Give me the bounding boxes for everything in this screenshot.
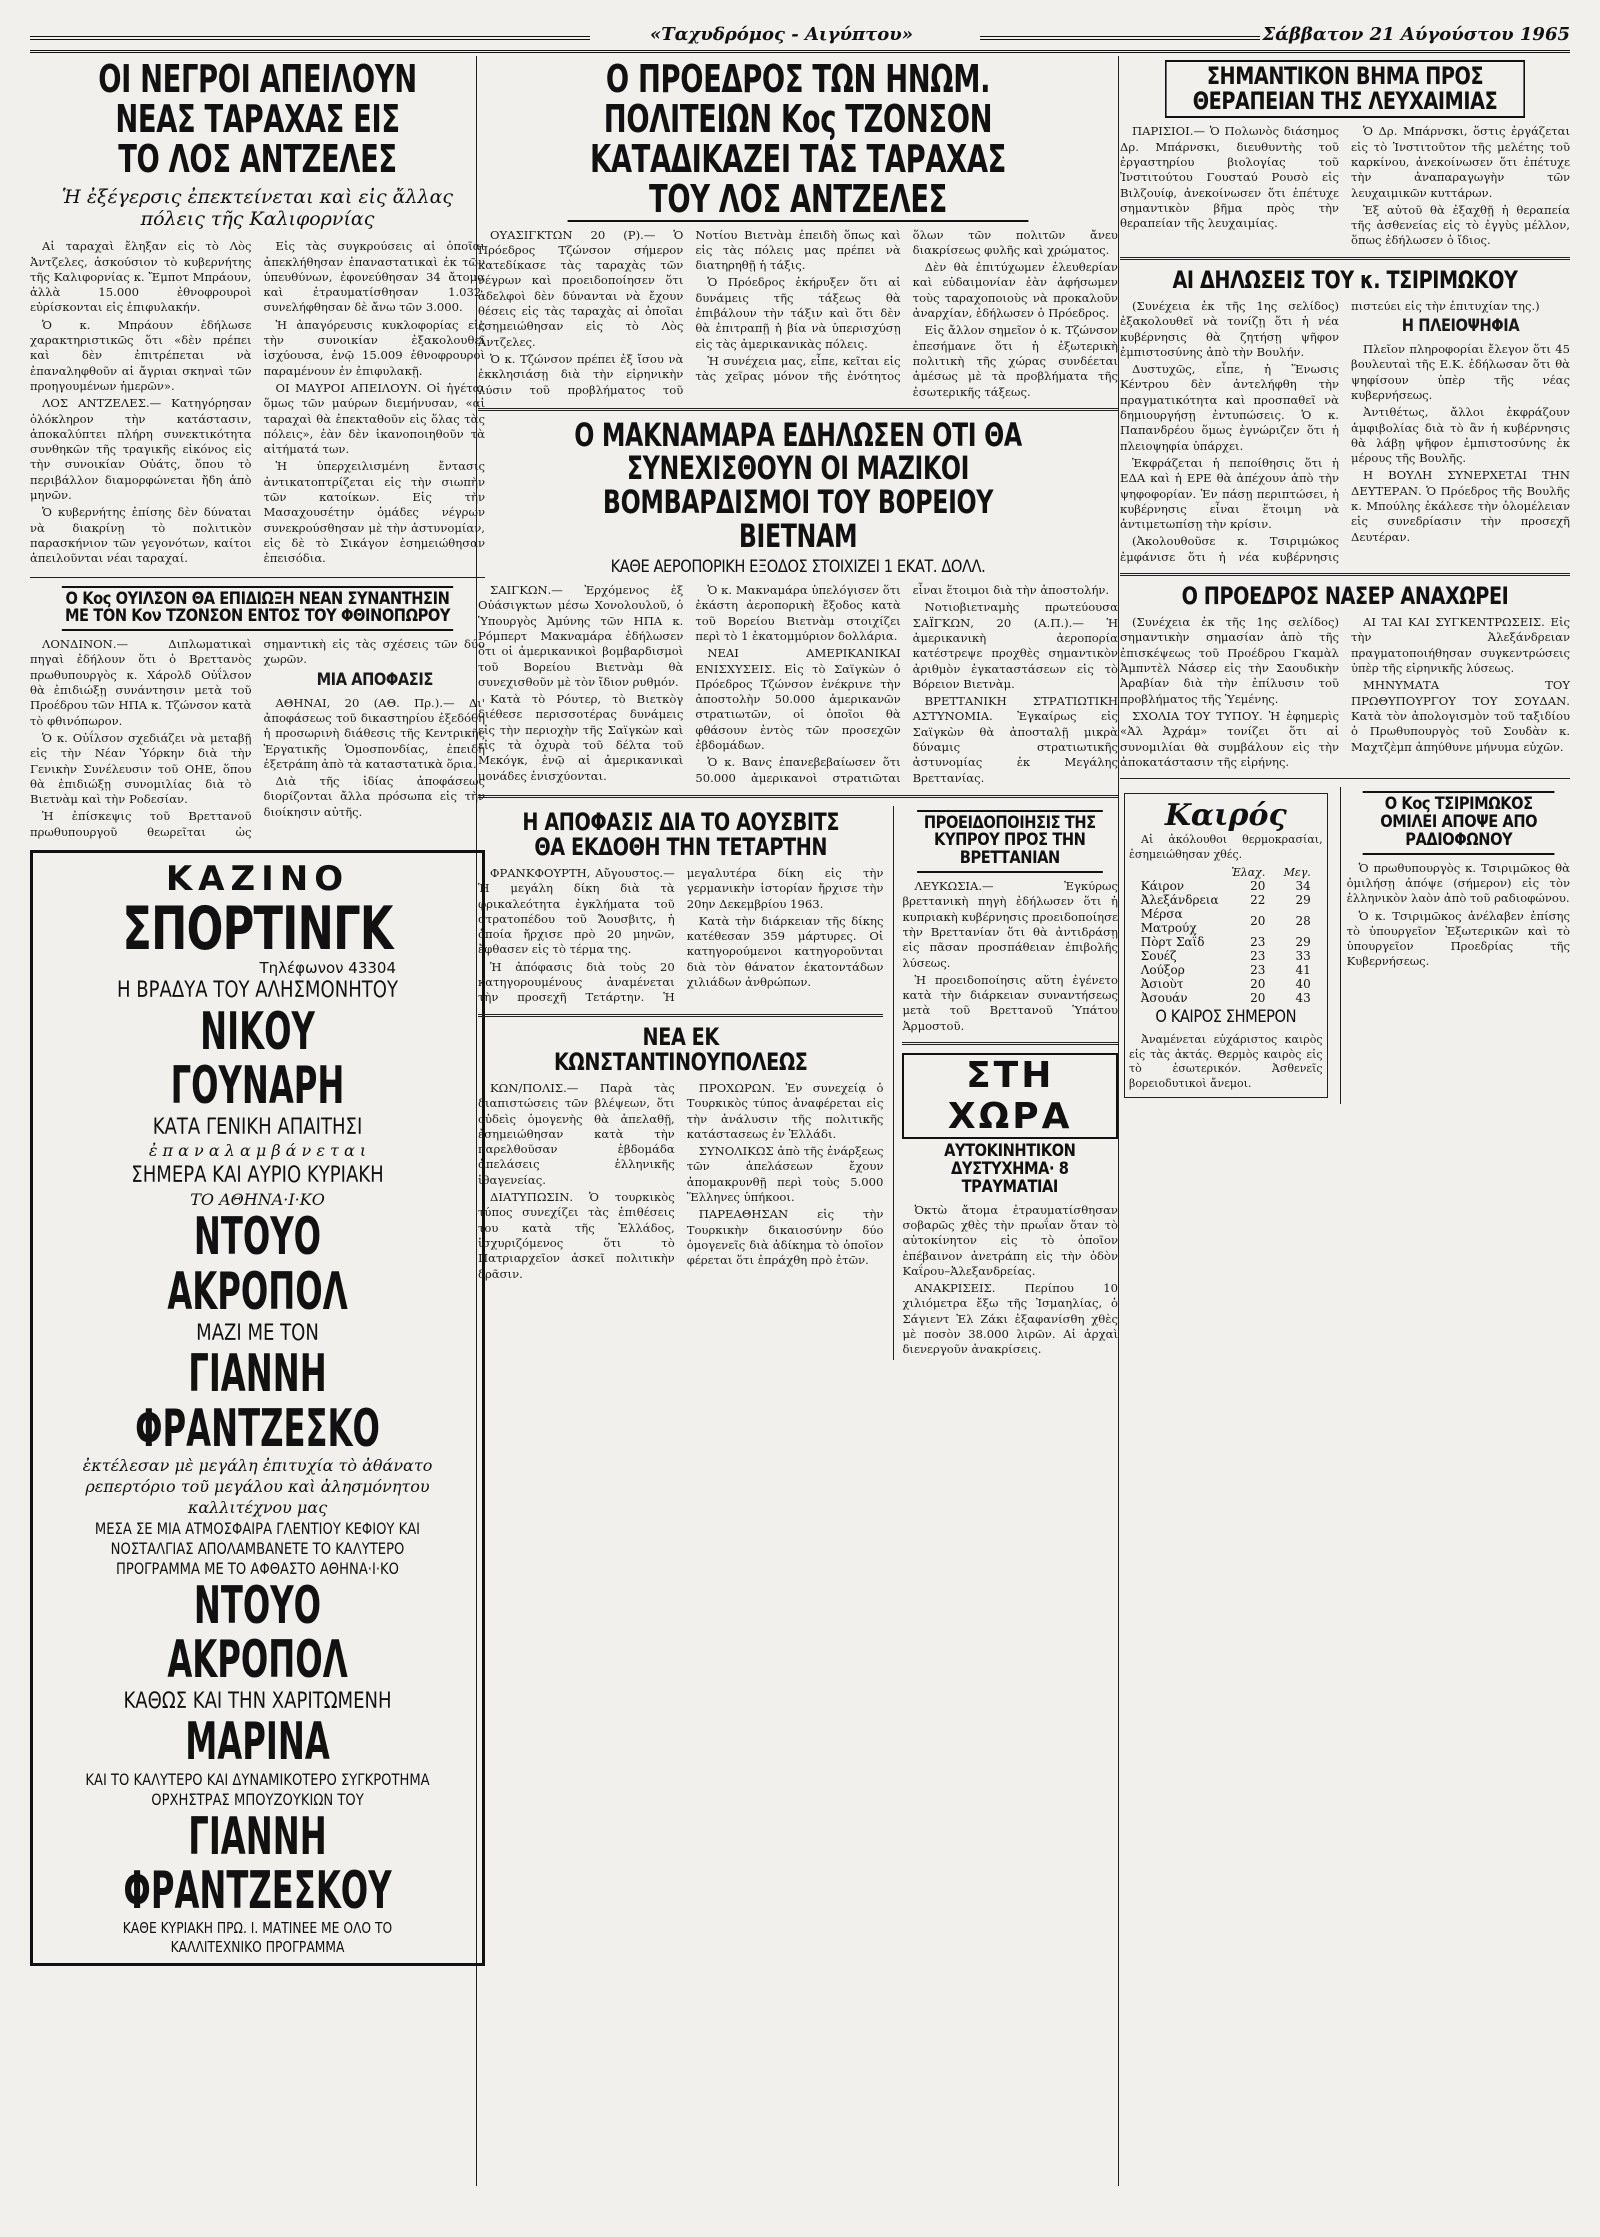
max-temp: 29: [1295, 935, 1311, 950]
article-paragraph: Ὁ κυβερνήτης ἐπίσης δὲν δύναται νὰ διακρίνῃ τὸ πολιτικὸν παρασκήνιον τῶν γεγονότων, καίτοι ἀπειλοῦνται νέαι ταραχαί.: [30, 505, 252, 566]
max-temp: 28: [1295, 914, 1311, 929]
max-temp: 33: [1295, 949, 1311, 964]
max-header: Μεγ.: [1283, 866, 1311, 880]
city-name: Ἀσουάν: [1140, 991, 1188, 1006]
article-paragraph: (Συνέχεια ἐκ τῆς 1ης σελίδος) ἐξακολουθεῖ νὰ τονίζῃ ὅτι ἡ νέα κυβέρνησις θὰ ζητήσῃ ψῆφον ἐμπιστοσύνης ἀπὸ τὴν Βουλήν.: [1120, 298, 1339, 359]
johnson-headline: Ο ΠΡΟΕΔΡΟΣ ΤΩΝ ΗΝΩΜ. ΠΟΛΙΤΕΙΩΝ Κος ΤΖΟΝΣΟΝ ΚΑΤΑΔΙΚΑΖΕΙ ΤΑΣ ΤΑΡΑΧΑΣ ΤΟΥ ΛΟΣ ΑΝΤΖΕΛΕΣ: [568, 60, 1029, 222]
article-paragraph: Εἰς ἄλλον σημεῖον ὁ κ. Τζώνσον ἐπεσήμανε ὅτι ἡ ἐξωτερικὴ πολιτικὴ τῆς χώρας συνδέεται ἀμέσως μὲ τὰ προβλήματα τῆς ἐσωτερικῆς τάξεως.: [912, 323, 1118, 399]
article-paragraph: Διὰ τῆς ἰδίας ἀποφάσεως διορίζονται ἄλλα πρόσωπα εἰς τὴν διοίκησιν αὐτῆς.: [263, 774, 485, 819]
city-name: Κάιρον: [1140, 879, 1185, 894]
article-paragraph: Πλεῖον πληροφορίαι ἔλεγον ὅτι 45 βουλευταὶ τῆς Ε.Κ. ἐδήλωσαν ὅτι θὰ ψηφίσουν ὑπὲρ τῆς νέας κυβερνήσεως.: [1351, 342, 1570, 402]
min-temp: 23: [1250, 949, 1266, 964]
column-right: [1120, 56, 1570, 2186]
chora-section-header: [902, 1053, 1118, 1139]
ad-artist-marina: ΜΑΡΙΝΑ: [185, 1712, 330, 1773]
max-temp: 43: [1295, 991, 1311, 1006]
weather-today-text: Ἀναμένεται εὐχάριστος καιρὸς εἰς τὰς ἀκτάς. Θερμὸς καιρὸς εἰς τὸ ἐσωτερικόν. Ἀσθενεῖς βορειοδυτικοὶ ἄνεμοι.: [1129, 1033, 1323, 1090]
table-row: [1137, 893, 1315, 907]
table-row: [1137, 935, 1315, 949]
column-center: [478, 56, 1118, 2186]
ad-demand-line: ΚΑΤΑ ΓΕΝΙΚΗ ΑΠΑΙΤΗΣΙ: [152, 1114, 363, 1140]
article-paragraph: Ὀκτὼ ἄτομα ἐτραυματίσθησαν σοβαρῶς χθὲς τὴν πρωΐαν ὅταν τὸ αὐτοκίνητον εἰς τὸ ὁποῖον ἐπέβαινον ἀνετράπη εἰς τὴν ὁδὸν Καΐρου–Ἀλεξανδρείας.: [902, 1202, 1118, 1278]
ad-casino-label: ΚΑΖΙΝΟ: [165, 859, 350, 900]
max-temp: 34: [1295, 879, 1311, 894]
ad-artist-frantzesko: ΓΙΑΝΝΗ ΦΡΑΝΤΖΕΣΚΟ: [135, 1344, 380, 1459]
wilson-article-body: [30, 637, 485, 840]
article-paragraph: ΣΑΙΓΚΩΝ.— Ἐρχόμενος ἐξ Οὐάσιγκτων μέσω Χονολουλοῦ, ὁ Ὑπουργὸς Ἀμύνης τῶν ΗΠΑ κ. Ρόμπερτ Μακναμάρα ἐδήλωσεν ὅτι οἱ ἀμερικανικοὶ βομβαρδισμοὶ τοῦ Βορείου Βιετνὰμ θὰ συνεχισθοῦν μὲ τὸν ἴδιον ρυθμόν.: [478, 583, 684, 689]
article-paragraph: Εἰς τὰς συγκρούσεις αἱ ὁποῖαι ἀπεκλήθησαν ἐπαναστατικαὶ ἐκ τῶν ὑπευθύνων, ἐφονεύθησαν 34 ἄτομα καὶ ἐτραυματίσθησαν 1.032, συνελήφθησαν δὲ ἄνω τῶν 3.000.: [263, 239, 485, 315]
article-paragraph: Ὁ κ. Μπράουν ἐδήλωσε χαρακτηριστικῶς ὅτι «δὲν πρέπει καὶ δὲν ἐπιτρέπεται νὰ ἐπαναληφθοῦν αἱ ἄγριαι σκηναὶ τῶν προηγουμένων ἡμερῶν».: [30, 317, 252, 393]
article-paragraph: Νοτιοβιετναμὴς πρωτεύουσα ΣΑΪΓΚΩΝ, 20 (Α.Π.).— Ἡ ἀμερικανικὴ ἀεροπορία κατέστρεψε προχθὲς σημαντικὸν ἀριθμὸν ἐγκαταστάσεων εἰς τὸ Βόρειον Βιετνὰμ.: [912, 600, 1118, 691]
article-paragraph: Ἡ συνέχεια μας, εἶπε, κεῖται εἰς τὰς χεῖρας μόνον τῆς ἐνότητος ὅλων τῶν πολιτῶν ἄνευ διακρίσεως φυλῆς καὶ χρώματος.: [695, 227, 1118, 384]
ad-when-line: ΣΗΜΕΡΑ ΚΑΙ ΑΥΡΙΟ ΚΥΡΙΑΚΗ: [131, 1163, 384, 1189]
article-paragraph: Αἱ ταραχαὶ ἔληξαν εἰς τὸ Λὸς Ἀντζελες, ἀσκούσιον τὸ κυβερνήτης τῆς Καλιφορνίας κ. Ἔμποτ Μπράουν, ἀλλὰ 15.000 ἐθνοφρουροὶ εὑρίσκονται εἰς ἐπιφυλακήν.: [30, 239, 252, 315]
issue-date: Σάββατον 21 Αύγούστου 1965: [1262, 24, 1570, 45]
table-row: [1137, 977, 1315, 991]
min-temp: 20: [1250, 991, 1266, 1006]
johnson-article-body: [478, 228, 1118, 400]
ad-duo-akropol-2: ΝΤΟΥΟ ΑΚΡΟΠΟΛ: [167, 1575, 348, 1691]
article-paragraph: Ἐκφράζεται ἡ πεποίθησις ὅτι ἡ ΕΔΑ καὶ ἡ ΕΡΕ θὰ ἀπέχουν ἀπὸ τὴν ψηφοφορίαν. Ἐν πάσῃ περιπτώσει, ἡ κυβέρνησις εἶναι ἕτοιμη νὰ ἀντιμετωπίσῃ τὴν κρίσιν.: [1120, 455, 1339, 532]
ad-artist-frantzeskou: ΓΙΑΝΝΗ ΦΡΑΝΤΖΕΣΚΟΥ: [123, 1806, 392, 1922]
leukemia-article-body: [1120, 124, 1570, 248]
center-lower-row: [478, 806, 1118, 1360]
divider: [1120, 573, 1570, 576]
article-paragraph: ΛΟΝΔΙΝΟΝ.— Διπλωματικαὶ πηγαὶ ἐδήλουν ὅτι ὁ Βρεττανὸς πρωθυπουργὸς κ. Χάρολδ Οὐΐλσον θὰ ἐπιδιώξῃ συνάντησιν μετὰ τοῦ Προέδρου τῶν ΗΠΑ κ. Τζώνσον κατὰ τὸ φθινόπωρον.: [30, 637, 252, 728]
article-paragraph: ΣΥΝΟΛΙΚΩΣ ἀπὸ τῆς ἐνάρξεως τῶν ἀπελάσεων ἔχουν ἀπομακρυνθῇ περὶ τοὺς 5.000 Ἕλληνες ὑπήκοοι.: [686, 1144, 884, 1205]
max-temp: 40: [1295, 977, 1311, 992]
min-header: Ἐλαχ.: [1231, 866, 1266, 880]
max-temp: 41: [1295, 963, 1311, 978]
article-paragraph: Ἡ ἀπόφασις διὰ τοὺς 20 κατηγορουμένους ἀναμένεται τὴν προσεχῆ Τετάρτην. Ἡ μεγαλυτέρα δίκη εἰς τὴν γερμανικὴν ἱστορίαν ἤρχισε τὴν 20ην Δεκεμβρίου 1963.: [478, 865, 884, 1005]
article-paragraph: (Συνέχεια ἐκ τῆς 1ης σελίδος) σημαντικὴν σημασίαν ἀπὸ τῆς ἐπισκέψεως τοῦ Προέδρου Γκαμὰλ Ἀμπντὲλ Νάσερ εἰς τὴν Σαουδικὴν Ἀραβίαν διὰ τὴν ἐπίλυσιν τοῦ προβλήματος τῆς Ὑεμένης.: [1120, 615, 1339, 706]
accident-article-body: [902, 1203, 1118, 1358]
ad-blurb: ἐκτέλεσαν μὲ μεγάλη ἐπιτυχία τὸ ἀθάνατο ρεπερτόριο τοῦ μεγάλου καὶ ἀλησμόνητου καλλιτέχνου μας: [82, 1456, 433, 1517]
divider: [30, 577, 485, 578]
weather-logo: Καιρός: [1164, 798, 1287, 834]
article-paragraph: Ὁ κ. Τσιριμῶκος ἀνέλαβεν ἐπίσης τὸ ὑπουργεῖον Ἐξωτερικῶν καὶ τὸ ὑπουργεῖον Προεδρίας τῆς Κυβερνήσεως.: [1346, 908, 1570, 969]
mcnamara-headline: Ο ΜΑΚΝΑΜΑΡΑ ΕΔΗΛΩΣΕΝ ΟΤΙ ΘΑ ΣΥΝΕΧΙΣΘΟΥΝ ΟΙ ΜΑΖΙΚΟΙ ΒΟΜΒΑΡΔΙΣΜΟΙ ΤΟΥ ΒΟΡΕΙΟΥ ΒΙΕΤΝΑΜ: [574, 415, 1022, 555]
city-name: Σουέζ: [1140, 949, 1177, 964]
article-paragraph: Ἐξ αὐτοῦ θὰ ἐξαχθῇ ἡ θεραπεία τῆς ἀσθενείας εἰς τὸ ἐγγὺς μέλλον, ὅπως ἐδήλωσεν ὁ ἴδιος.: [1351, 202, 1570, 248]
masthead-rule-left: [30, 36, 590, 40]
article-paragraph: ΟΙ ΜΑΥΡΟΙ ΑΠΕΙΛΟΥΝ. Οἱ ἡγέται ὅμως τῶν μαύρων διεμήνυσαν, «αἱ ταραχαὶ θὰ ἐπεκταθοῦν εἰς ὅλας τὰς πόλεις», ἐὰν δὲν ἱκανοποιηθοῦν τὰ αἰτήματά των.: [263, 380, 485, 457]
article-paragraph: ΚΩΝ/ΠΟΛΙΣ.— Παρὰ τὰς διαπιστώσεις τῶν βλέψεων, ὅτι οὐδεὶς ὁμογενὴς θὰ ἀπελαθῇ, ἐσημειώθησαν κατὰ τὴν παρελθοῦσαν ἑβδομάδα ἀπελάσεις ἑλληνικῆς ἰθαγενείας.: [478, 1081, 675, 1187]
article-paragraph: Ἡ ὑπερχειλισμένη ἔντασις ἀντικατοπτρίζεται εἰς τὴν σιωπὴν τῶν κατοίκων. Εἰς τὴν Μασαχουσέτην ὁμάδες νέγρων συνεκρούσθησαν μὲ τὴν ἀστυνομίαν, εἰς δὲ τὸ Σικάγον ἐσημειώθησαν ἐπεισόδια.: [263, 459, 485, 566]
paper-name: «Ταχυδρόμος - Αιγύπτου»: [650, 24, 914, 45]
article-paragraph: ΦΡΑΝΚΦΟΥΡΤΗ, Αὔγουστος.— Ἡ μεγάλη δίκη διὰ τὰ φρικαλεότητα ἐγκλήματα τοῦ στρατοπέδου τοῦ Ἄουσβιτς, ἡ ὁποία ἤρχισε πρὸ 20 μηνῶν, ἔφθασεν εἰς τὸ τέρμα της.: [478, 865, 675, 957]
article-paragraph: ΝΕΑΙ ΑΜΕΡΙΚΑΝΙΚΑΙ ΕΝΙΣΧΥΣΕΙΣ. Εἰς τὸ Σαϊγκὼν ὁ Πρόεδρος Τζώνσον ἐνέκρινε τὴν ἀποστολὴν 50.000 ἀμερικανῶν στρατιωτῶν, οἱ ὁποῖοι θὰ φθάσουν ἐντὸς τῶν προσεχῶν ἑβδομάδων.: [695, 646, 901, 753]
auschwitz-headline: Η ΑΠΟΦΑΣΙΣ ΔΙΑ ΤΟ ΑΟΥΣΒΙΤΣ ΘΑ ΕΚΔΟΘΗ ΤΗΝ ΤΕΤΑΡΤΗΝ: [522, 807, 840, 861]
article-paragraph: Ὁ πρωθυπουργὸς κ. Τσιριμῶκος θὰ ὁμιλήσῃ ἀπόψε (σήμερον) εἰς τὸν ἑλληνικὸν λαὸν ἀπὸ τοῦ ραδιοφώνου.: [1346, 860, 1570, 906]
ad-repeat-line: ἐ π α ν α λ α μ β ά ν ε τ α ι: [148, 1141, 367, 1161]
article-paragraph: Ἡ προειδοποίησις αὕτη ἐγένετο κατὰ τὴν διάρκειαν συναντήσεως μετὰ τοῦ Βρεττανοῦ Ὑπάτου Ἀρμοστοῦ.: [902, 972, 1118, 1033]
weather-column: [1120, 787, 1332, 1104]
tsirimokos-article-body: [1120, 299, 1570, 565]
article-paragraph: Κατὰ τὸ Ρόυτερ, τὸ Βιετκὸγ διέθεσε περισσοτέρας δυνάμεις εἰς τὴν περιοχὴν τῆς Σαϊγκὼν καὶ εἰς τὰ ὀχυρὰ τοῦ δέλτα τοῦ Μεκόγκ, ἐνῷ αἱ ἀμερικανικαὶ μονάδες ἐνισχύονται.: [478, 692, 684, 783]
divider: [478, 795, 1118, 798]
article-paragraph: Κατὰ τὴν διάρκειαν τῆς δίκης κατέθεσαν 359 μάρτυρες. Οἱ κατηγορούμενοι κατηγοροῦνται διὰ τὸν θάνατον ἑκατοντάδων χιλιάδων ἀνθρώπων.: [686, 913, 884, 990]
article-paragraph: Η ΒΟΥΛΗ ΣΥΝΕΡΧΕΤΑΙ ΤΗΝ ΔΕΥΤΕΡΑΝ. Ὁ Πρόεδρος τῆς Βουλῆς κ. Μπούλης ἐκάλεσε τὴν ὁλομέλειαν εἰς συνεδρίασιν τὴν προσεχῆ Δευτέραν.: [1351, 468, 1570, 544]
table-row: [1137, 991, 1315, 1005]
article-paragraph: ΠΡΟΧΩΡΩΝ. Ἐν συνεχείᾳ ὁ Τουρκικὸς τύπος ἀναφέρεται εἰς τὴν ἀνάλυσιν τῆς πολιτικῆς κατάστασεως ἐν Ἑλλάδι.: [686, 1081, 884, 1141]
ad-with-line: ΜΑΖΙ ΜΕ ΤΟΝ: [196, 1320, 319, 1346]
divider: [902, 1042, 1118, 1045]
cyprus-article-body: [902, 879, 1118, 1034]
ad-charming-line: ΚΑΘΩΣ ΚΑΙ ΤΗΝ ΧΑΡΙΤΩΜΕΝΗ: [123, 1688, 392, 1714]
ad-telephone: Τηλέφωνον 43304: [259, 959, 396, 978]
temperature-table: [1137, 866, 1315, 1005]
article-paragraph: Ἀντιθέτως, ἄλλοι ἐκφράζουν ἀμφιβολίας διὰ τὸ ἂν ἡ κυβέρνησις θὰ λάβῃ ψῆφον ἐμπιστοσύνης ἐκ μέρους τῆς Βουλῆς.: [1351, 405, 1570, 466]
city-name: Λούξορ: [1140, 963, 1185, 978]
divider: [1120, 257, 1570, 260]
weather-intro-text: Αἱ ἀκόλουθοι θερμοκρασίαι, ἐσημειώθησαν χθές.: [1129, 833, 1323, 861]
ad-atmosphere: ΜΕΣΑ ΣΕ ΜΙΑ ΑΤΜΟΣΦΑΙΡΑ ΓΛΕΝΤΙΟΥ ΚΕΦΙΟΥ ΚΑΙ ΝΟΣΤΑΛΓΙΑΣ ΑΠΟΛΑΜΒΑΝΕΤΕ ΤΟ ΚΑΛΥΤΕΡΟ ΠΡΟΓΡΑΜΜΑ ΜΕ ΤΟ ΑΦΘΑΣΤΟ ΑΘΗΝΑ·Ι·ΚΟ: [94, 1518, 421, 1578]
ad-venue-name: ΣΠΟΡΤΙΝΓΚ: [122, 894, 393, 965]
mcnamara-article-body: [478, 583, 1118, 787]
article-paragraph: (Ἀκολουθοῦσε κ. Τσιριμώκος ἐμφάνισε ὅτι ἡ νέα κυβέρνησις πιστεύει εἰς τὴν ἐπιτυχίαν της.): [1120, 298, 1540, 564]
cyprus-headline: ΠΡΟΕΙΔΟΠΟΙΗΣΙΣ ΤΗΣ ΚΥΠΡΟΥ ΠΡΟΣ ΤΗΝ ΒΡΕΤΤΑΝΙΑΝ: [918, 810, 1103, 874]
ad-evening-line: Η ΒΡΑΔΥΑ ΤΟΥ ΑΛΗΣΜΟΝΗΤΟΥ: [116, 978, 399, 1004]
masthead-rule-right: [980, 36, 1260, 40]
accident-headline: ΑΥΤΟΚΙΝΗΤΙΚΟΝ ΔΥΣΤΥΧΗΜΑ· 8 ΤΡΑΥΜΑΤΙΑΙ: [944, 1141, 1076, 1197]
masthead: [30, 24, 1570, 53]
article-paragraph: ΛΟΣ ΑΝΤΖΕΛΕΣ.— Κατηγόρησαν ὀλόκληρον τὴν κατάστασιν, ἀποκαλύπτει πλήρη συνεκτικότητα συνθηκῶν τῆς τραγικῆς εἰκόνος εἰς τὴν συνοικίαν Οὐάτς, ὅπου τὸ περιβάλλον διαμορφώνεται ἤδη ἀπὸ μηνῶν.: [30, 396, 252, 503]
article-paragraph: ΔΙΑΤΥΠΩΣΙΝ. Ὁ τουρκικὸς τύπος συνεχίζει τὰς ἐπιθέσεις του κατὰ τῆς Ἑλλάδος, ἰσχυριζόμενος ὅτι τὸ Πατριαρχεῖον ἀσκεῖ πολιτικὴν δρᾶσιν.: [478, 1190, 675, 1281]
article-paragraph: ΑΘΗΝΑΙ, 20 (ΑΘ. Πρ.).— Δι' ἀποφάσεως τοῦ δικαστηρίου ἐξεδόθη ἡ προσωρινὴ διάθεσις τῆς Κεντρικῆς Ἐργατικῆς Ὁμοσπονδίας, ἐπειδὴ ἐξετράπη ἀπὸ τὰ καταστατικὰ ὅρια.: [263, 695, 485, 771]
city-name: Ἀλεξάνδρεια: [1140, 893, 1219, 908]
radio-headline: Ο Κος ΤΣΙΡΙΜΩΚΟΣ ΟΜΙΛΕΙ ΑΠΟΨΕ ΑΠΟ ΡΑΔΙΟΦΩΝΟΥ: [1362, 791, 1554, 855]
table-row: [1137, 963, 1315, 977]
mcnamara-kicker: ΚΑΘΕ ΑΕΡΟΠΟΡΙΚΗ ΕΞΟΔΟΣ ΣΤΟΙΧΙΖΕΙ 1 ΕΚΑΤ. ΔΟΛΛ.: [610, 557, 986, 578]
ad-duo-akropol: ΝΤΟΥΟ ΑΚΡΟΠΟΛ: [167, 1207, 348, 1322]
casino-sporting-advertisement: [30, 850, 485, 1966]
article-paragraph: Ὁ κ. Οὐΐλσον σχεδιάζει νὰ μεταβῇ εἰς τὴν Νέαν Ὑόρκην διὰ τὴν Γενικὴν Συνέλευσιν τοῦ ΟΗΕ, ὅπου θὰ ἐπιδιώξῃ συνομιλίας διὰ τὸ Βιετνὰμ καὶ τὴν Ροδεσίαν.: [30, 730, 252, 807]
article-paragraph: ΑΝΑΚΡΙΣΕΙΣ. Περίπου 10 χιλιόμετρα ἔξω τῆς Ἰσμαηλίας, ὁ Σάγιεντ Ἐλ Ζάκι ἐξαφανίσθη χθὲς μὲ ποσὸν 38.000 λιρῶν. Αἱ ἀρχαὶ διενεργοῦν ἀνακρίσεις.: [902, 1281, 1118, 1357]
article-paragraph: ΑΙ ΤΑΙ ΚΑΙ ΣΥΓΚΕΝΤΡΩΣΕΙΣ. Εἰς τὴν Ἀλεξάνδρειαν πραγματοποιήθησαν συγκεντρώσεις ὑπὲρ τῆς εἰρηνικῆς λύσεως.: [1351, 615, 1570, 676]
table-row: [1137, 879, 1315, 893]
right-lower-row: [1120, 787, 1570, 1104]
nasser-article-body: [1120, 615, 1570, 770]
ad-venue-intro: ΤΟ ΑΘΗΝΑ·Ι·ΚΟ: [190, 1189, 325, 1209]
min-temp: 20: [1250, 914, 1266, 929]
table-row: [1137, 907, 1315, 935]
riots-headline: ΟΙ ΝΕΓΡΟΙ ΑΠΕΙΛΟΥΝ ΝΕΑΣ ΤΑΡΑΧΑΣ ΕΙΣ ΤΟ ΛΟΣ ΑΝΤΖΕΛΕΣ: [98, 57, 417, 181]
article-paragraph: ΣΧΟΛΙΑ ΤΟΥ ΤΥΠΟΥ. Ἡ ἐφημερὶς «Ἀλ Ἀχράμ» τονίζει ὅτι αἱ συνομιλίαι θὰ συμβάλουν εἰς τὴν ἀποκατάστασιν τῆς εἰρήνης.: [1120, 708, 1339, 769]
istanbul-article-body: [478, 1081, 883, 1282]
article-paragraph: Ὁ κ. Μακναμάρα ὑπελόγισεν ὅτι ἑκάστη ἀεροπορικὴ ἔξοδος κατὰ τοῦ Βορείου Βιετνὰμ στοιχίζει περὶ τὸ 1 ἑκατομμύριον δολλάρια.: [695, 583, 901, 643]
city-name: Ἀσιοὺτ: [1140, 977, 1184, 992]
article-paragraph: ΠΑΡΙΣΙΟΙ.— Ὁ Πολωνὸς διάσημος Δρ. Μπάρνσκι, διευθυντὴς τοῦ ἐργαστηρίου βιολογίας τοῦ Ἰνστιτούτου Γουσταύ Ρουσὸ εἰς Βιλζουίφ, ἀνεκοίνωσεν ὅτι ἐπέτυχε σημαντικὸν βῆμα πρὸς τὴν θεραπείαν τῆς λευχαιμίας.: [1120, 124, 1339, 231]
istanbul-headline: ΝΕΑ ΕΚ ΚΩΝΣΤΑΝΤΙΝΟΥΠΟΛΕΩΣ: [553, 1022, 808, 1076]
ad-matinee-line: ΚΑΘΕ ΚΥΡΙΑΚΗ ΠΡΩ. Ι. ΜΑΤΙΝΕΕ ΜΕ ΟΛΟ ΤΟ ΚΑΛΛΙΤΕΧΝΙΚΟ ΠΡΟΓΡΑΜΜΑ: [122, 1919, 393, 1956]
article-paragraph: ΜΗΝΥΜΑΤΑ ΤΟΥ ΠΡΩΘΥΠΟΥΡΓΟΥ ΤΟΥ ΣΟΥΔΑΝ. Κατὰ τὸν ἀπολογισμὸν τοῦ ταξιδίου ὁ Πρωθυπουργὸς τοῦ Σουδὰν κ. Μαχτζὲμπ ἀπηύθυνε μήνυμα εὐχῶν.: [1351, 678, 1570, 754]
ad-orchestra-line: ΚΑΙ ΤΟ ΚΑΛΥΤΕΡΟ ΚΑΙ ΔΥΝΑΜΙΚΟΤΕΡΟ ΣΥΓΚΡΟΤΗΜΑ ΟΡΧΗΣΤΡΑΣ ΜΠΟΥΖΟΥΚΙΩΝ ΤΟΥ: [85, 1769, 430, 1809]
cyprus-and-chora-column: [893, 806, 1118, 1360]
nasser-headline: Ο ΠΡΟΕΔΡΟΣ ΝΑΣΕΡ ΑΝΑΧΩΡΕΙ: [1181, 581, 1509, 610]
column-left: [30, 56, 485, 2186]
radio-article-body: [1347, 861, 1570, 970]
article-paragraph: ΠΑΡΕΑΘΗΣΑΝ εἰς τὴν Τουρκικὴν δικαιοσύνην δύο ὁμογενεῖς διὰ ἀδίκημα τὸ ὁποῖον φέρεται ὅτι ἐπράχθη πρὸ ἐτῶν.: [686, 1207, 884, 1268]
article-paragraph: Ἡ ἀπαγόρευσις κυκλοφορίας εἰς τὴν συνοικίαν ἐξακολουθεῖ ἰσχύουσα, ἐνῷ 15.009 ἐθνοφρουροὶ παραμένουν ἐν ἐπιφυλακῇ.: [263, 317, 485, 378]
min-temp: 20: [1250, 879, 1266, 894]
decision-subhead: ΜΙΑ ΑΠΟΦΑΣΙΣ: [316, 669, 433, 690]
wilson-headline: Ο Κος ΟΥΙΛΣΟΝ ΘΑ ΕΠΙΔΙΩΞΗ ΝΕΑΝ ΣΥΝΑΝΤΗΣΙΝ ΜΕ ΤΟΝ Κον ΤΖΟΝΣΟΝ ΕΝΤΟΣ ΤΟΥ ΦΘΙΝΟΠΩΡΟΥ: [62, 586, 453, 632]
table-row: [1137, 949, 1315, 963]
weather-box: [1124, 793, 1328, 1098]
article-paragraph: Ὁ κ. Βανς ἐπανεβεβαίωσεν ὅτι 50.000 ἀμερικανοὶ στρατιῶται εἶναι ἕτοιμοι διὰ τὴν ἀποστολήν.: [695, 583, 1110, 785]
article-paragraph: Δυστυχῶς, εἶπε, ἡ Ἕνωσις Κέντρου δὲν ἀντελήφθη τὴν πραγματικότητα καὶ προσπαθεῖ νὰ δημιουργήσῃ ἐντυπώσεις. Ὁ κ. Παπανδρέου ὅμως ἐγνώριζεν ὅτι ἡ πλειοψηφία ὑπάρχει.: [1120, 362, 1339, 453]
article-paragraph: Ὁ κ. Τζώνσον πρέπει ἐξ ἴσου νὰ ἐκκλησιάσῃ διὰ τὴν εἰρηνικὴν λύσιν τοῦ προβλήματος τοῦ Νοτίου Βιετνὰμ ἐπειδὴ ὅπως καὶ εἰς τὰς πόλεις μας πρέπει νὰ διατηρηθῇ ἡ τάξις.: [478, 227, 901, 397]
article-paragraph: Ἡ ἐπίσκεψις τοῦ Βρεττανοῦ πρωθυπουργοῦ θεωρεῖται ὡς σημαντικὴ εἰς τὰς σχέσεις τῶν δύο χωρῶν.: [30, 637, 485, 839]
article-paragraph: Ὁ Δρ. Μπάρνσκι, ὅστις ἐργάζεται εἰς τὸ Ἰνστιτοῦτον τῆς μελέτης τοῦ καρκίνου, ἀνεκοίνωσεν ὅτι ἐπέτυχε τὴν ἀναπαραγωγὴν τῶν λευχαιμικῶν κυττάρων.: [1351, 124, 1570, 200]
auschwitz-and-istanbul-column: [478, 806, 883, 1360]
weather-today-head: Ο ΚΑΙΡΟΣ ΣΗΜΕΡΟΝ: [1155, 1007, 1297, 1028]
article-paragraph: Δὲν θὰ ἐπιτύχωμεν ἐλευθερίαν καὶ εὐδαιμονίαν ἐὰν ἀφήσωμεν τοὺς ταραχοποιοὺς νὰ προκαλοῦν ἀναρχίαν, ἐδήλωσεν ὁ Πρόεδρος.: [912, 260, 1118, 321]
weather-today-body: [1129, 1033, 1323, 1091]
article-paragraph: ΛΕΥΚΩΣΙΑ.— Ἐγκύρως βρεττανικὴ πηγὴ ἐδήλωσεν ὅτι ἡ κυπριακὴ κυβέρνησις προειδοποίησε τὴν Βρεττανίαν ὅτι θὰ ἀντιδράσῃ εἰς πᾶσαν προσπάθειαν ἐπιβολῆς λύσεως.: [902, 879, 1118, 970]
city-name: Πὸρτ Σαΐδ: [1140, 935, 1205, 950]
city-name: Μέρσα Ματρούχ: [1140, 907, 1197, 936]
min-temp: 23: [1250, 935, 1266, 950]
column-divider-2: [1118, 56, 1119, 2186]
leukemia-headline: ΣΗΜΑΝΤΙΚΟΝ ΒΗΜΑ ΠΡΟΣ ΘΕΡΑΠΕΙΑΝ ΤΗΣ ΛΕΥΧΑΙΜΙΑΣ: [1165, 60, 1525, 118]
article-paragraph: ΒΡΕΤΤΑΝΙΚΗ ΣΤΡΑΤΙΩΤΙΚΗ ΑΣΤΥΝΟΜΙΑ. Ἐγκαίρως εἰς Σαϊγκὼν θὰ ἀποσταλῇ μικρὰ δύναμις στρατιωτικῆς ἀστυνομίας ἐκ Μεγάλης Βρεττανίας.: [912, 694, 1118, 785]
table-header-row: [1137, 866, 1315, 879]
chora-title: ΣΤΗ ΧΩΡΑ: [902, 1053, 1118, 1139]
min-temp: 20: [1250, 977, 1266, 992]
tsirimokos-headline: ΑΙ ΔΗΛΩΣΕΙΣ ΤΟΥ κ. ΤΣΙΡΙΜΩΚΟΥ: [1172, 265, 1518, 294]
riots-article-body: [30, 239, 485, 568]
article-paragraph: Ὁ Πρόεδρος ἐκήρυξεν ὅτι αἱ δυνάμεις τῆς τάξεως θὰ ἐπιβάλουν τὴν τάξιν καὶ ὅτι δὲν θὰ ἐπιτραπῇ ἡ βία νὰ ὑπερισχύσῃ εἰς τὰς ἀμερικανικὰς πόλεις.: [695, 275, 901, 351]
radio-column: [1340, 787, 1570, 1104]
riots-subheadline: Ἡ ἐξέγερσις ἐπεκτείνεται καὶ εἰς ἄλλας πόλεις τῆς Καλιφορνίας: [61, 185, 454, 231]
divider: [1120, 778, 1570, 779]
auschwitz-article-body: [478, 866, 883, 1006]
ad-artist-gounaris: ΝΙΚΟΥ ΓΟΥΝΑΡΗ: [170, 1001, 345, 1117]
article-paragraph: ΟΥΑΣΙΓΚΤΩΝ 20 (Ρ).— Ὁ Πρόεδρος Τζώνσον σήμερον κατεδίκασε τὰς ταραχὰς τῶν νέγρων καὶ προειδοποίησεν ὅτι ἀδελφοὶ δὲν δύνανται νὰ ἔχουν θέσεις εἰς τὰς ταραχὰς αἱ ὁποῖαι ἐσημειώθησαν εἰς τὸ Λὸς Ἀντζελες.: [478, 227, 684, 349]
majority-subhead: Η ΠΛΕΙΟΨΗΦΙΑ: [1401, 316, 1520, 337]
min-temp: 22: [1250, 893, 1266, 908]
min-temp: 23: [1250, 963, 1266, 978]
divider: [478, 1014, 883, 1017]
divider: [478, 408, 1118, 411]
max-temp: 29: [1295, 893, 1311, 908]
weather-intro: [1129, 833, 1323, 862]
